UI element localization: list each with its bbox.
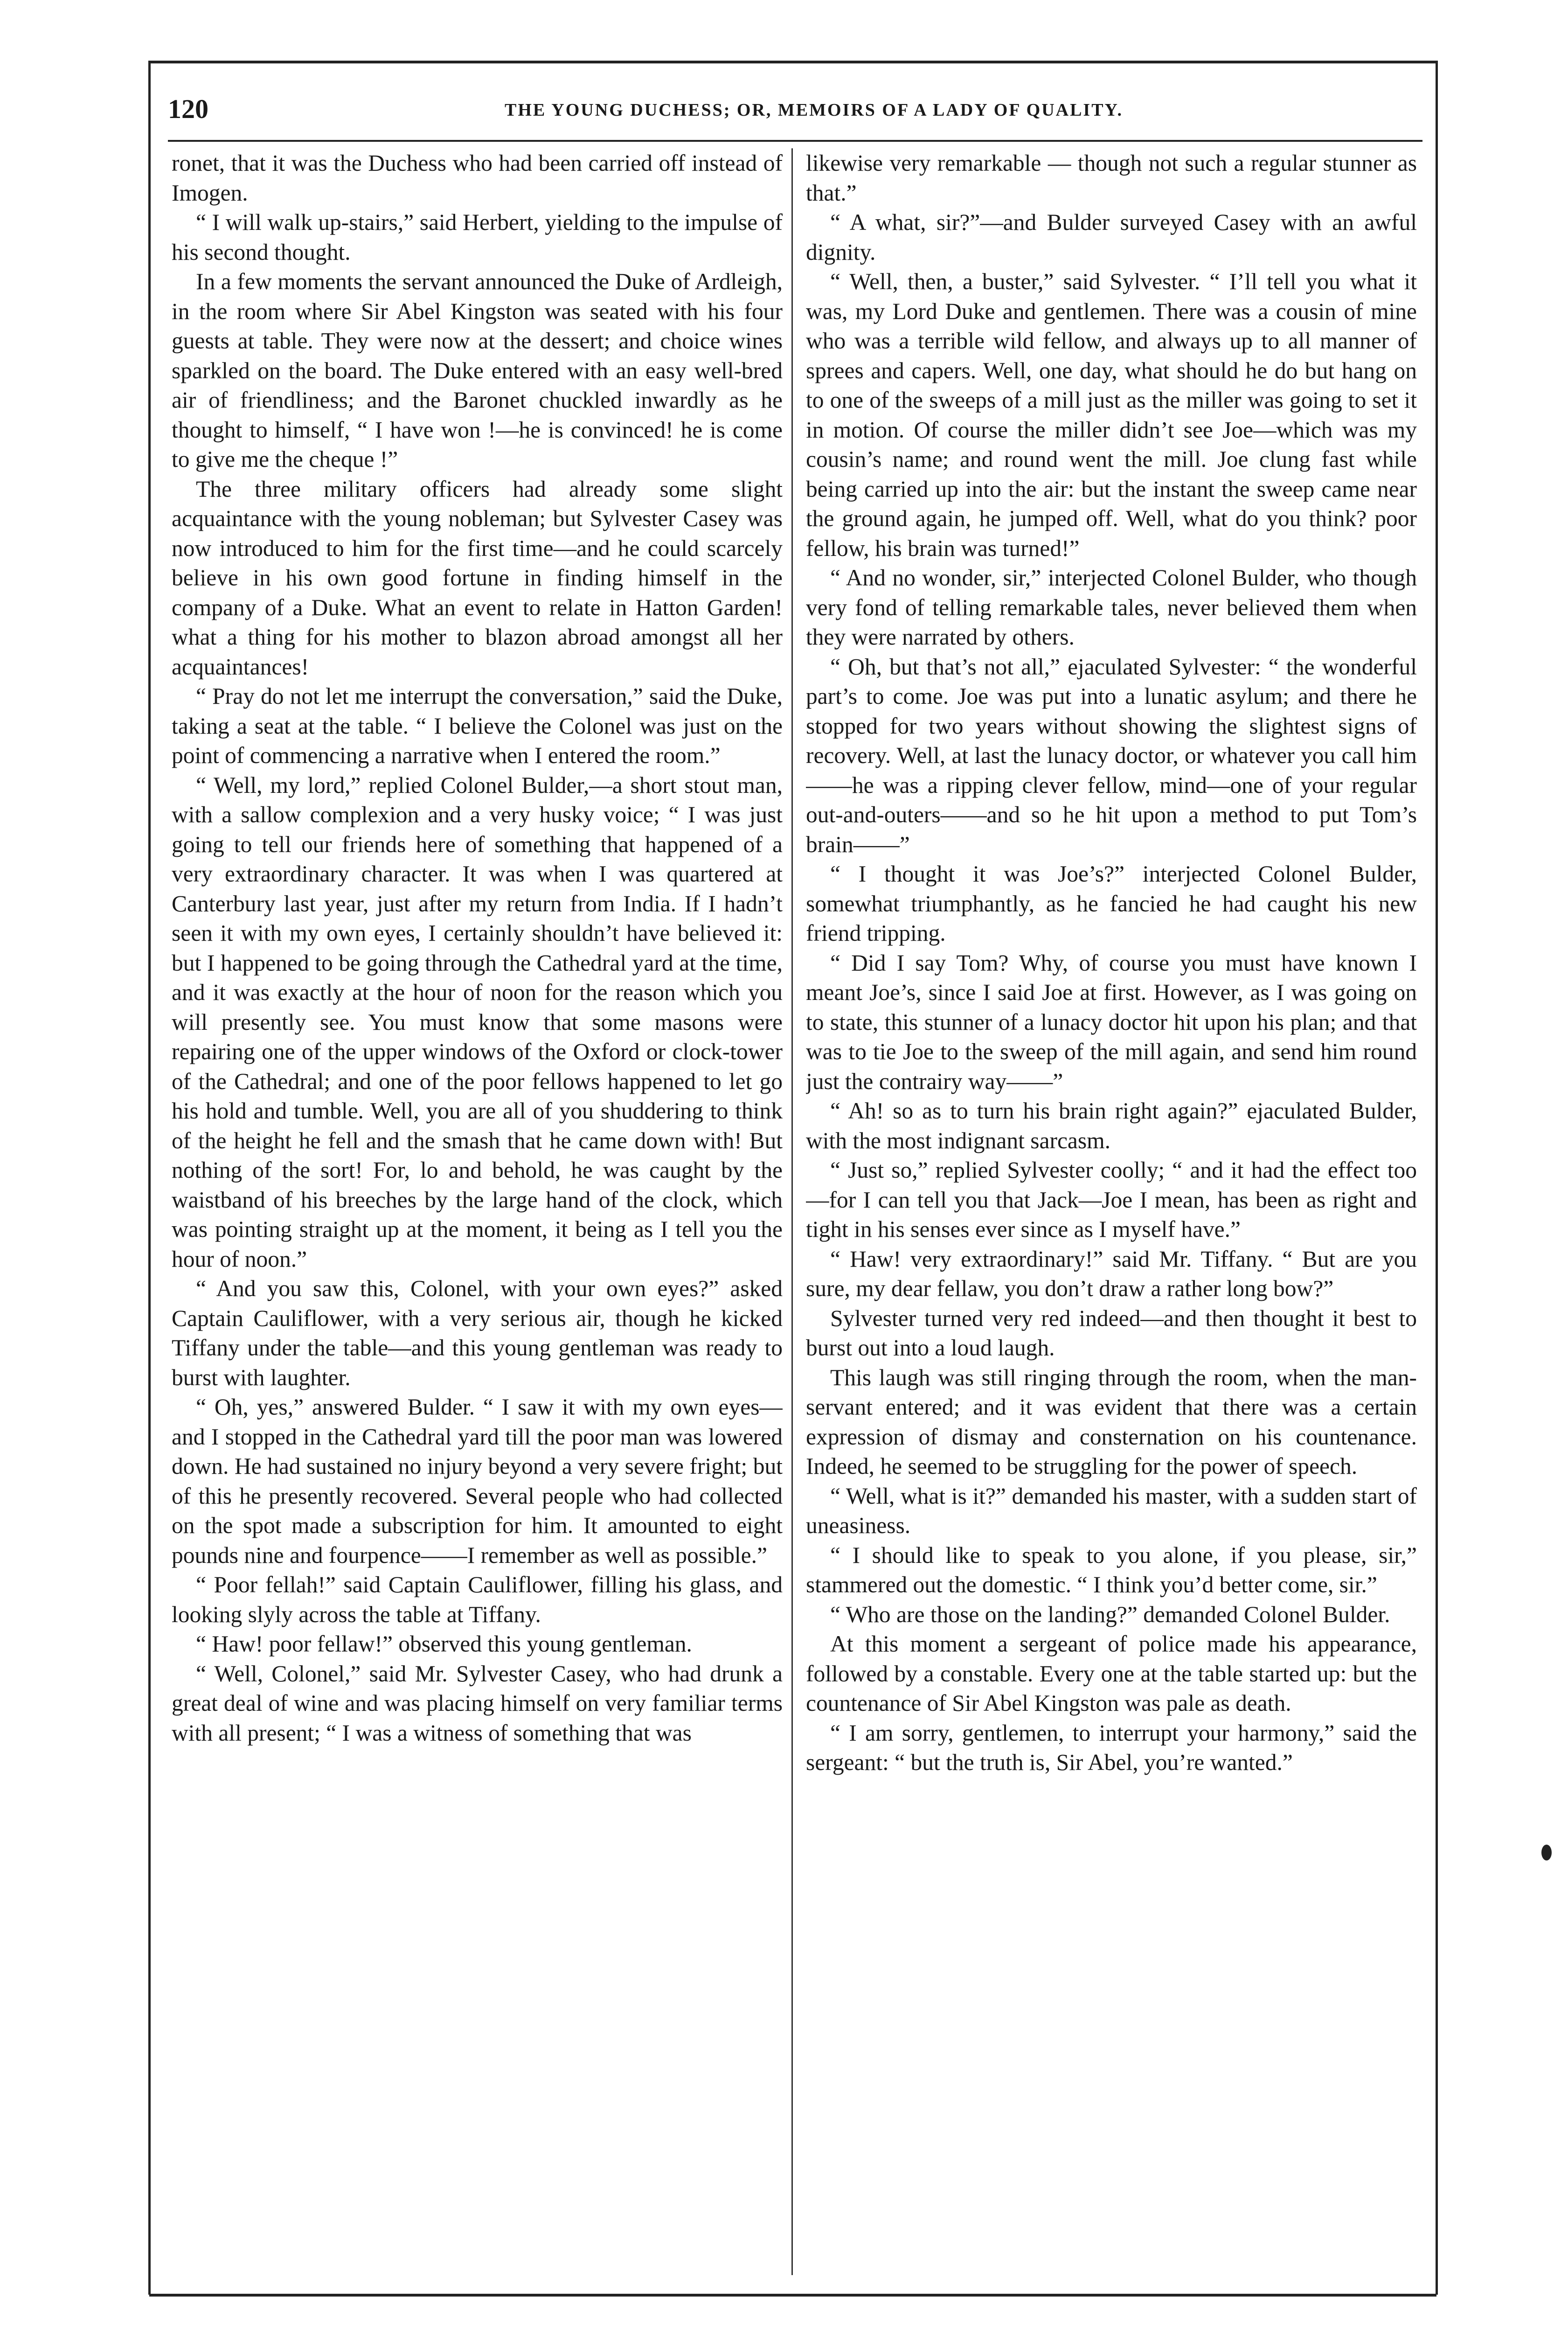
paragraph: Sylvester turned very red indeed—and then thought it best to burst out into a loud laugh.	[806, 1305, 1417, 1360]
paragraph: “ Well, then, a buster,” said Sylvester. “ I’ll tell you what it was, my Lord Duke and gentlemen. There was a cousin of mine who was a terrible wild fellow, and always up to all manner of sprees and capers. Well, one day, what should he do but hang on to one of the sweeps of a mill just as the miller was going to set it in motion. Of course the miller didn’t see Joe—which was my cousin’s name; and round went the mill. Joe clung fast while being carried up into the air: but the instant the sweep came near the ground again, he jumped off. Well, what do you think? poor fellow, his brain was turned!”	[806, 269, 1417, 561]
paragraph: “ Oh, but that’s not all,” ejaculated Sylvester: “ the wonderful part’s to come. Joe was put into a lunatic asylum; and there he stopped for two years without showing the slightest signs of recovery. Well, at last the lunacy doctor, or whatever you call him——he was a ripping clever fellow, mind—one of your regular out-and-outers——and so he hit upon a method to put Tom’s brain——”	[806, 653, 1417, 857]
page-border-left	[148, 61, 151, 2295]
running-title: THE YOUNG DUCHESS; OR, MEMOIRS OF A LADY OF QUALITY.	[504, 100, 1124, 120]
paragraph: ronet, that it was the Duchess who had been carried off instead of Imogen.	[172, 150, 783, 206]
right-column	[806, 148, 1417, 2275]
paragraph: At this moment a sergeant of police made his appearance, followed by a constable. Every one at the table started up: but the countenance of Sir Abel Kingston was pale as death.	[806, 1631, 1417, 1716]
paragraph: “ I thought it was Joe’s?” interjected Colonel Bulder, somewhat triumphantly, as he fancied he had caught his new friend tripping.	[806, 861, 1417, 946]
paragraph: This laugh was still ringing through the room, when the man-servant entered; and it was evident that there was a certain expression of dismay and consternation on his countenance. Indeed, he seemed to be struggling for the power of speech.	[806, 1364, 1417, 1479]
paragraph: “ Oh, yes,” answered Bulder. “ I saw it with my own eyes—and I stopped in the Cathedral yard till the poor man was lowered down. He had sustained no injury beyond a very severe fright; but of this he presently recovered. Several people who had collected on the spot made a subscription for him. It amounted to eight pounds nine and fourpence——I remember as well as possible.”	[172, 1394, 783, 1568]
ink-spot	[1541, 1845, 1552, 1860]
paragraph: “ Well, what is it?” demanded his master, with a sudden start of uneasiness.	[806, 1483, 1417, 1538]
paragraph: likewise very remarkable — though not such a regular stunner as that.”	[806, 150, 1417, 206]
page-number: 120	[168, 94, 208, 124]
paragraph: “ I will walk up-stairs,” said Herbert, yielding to the impulse of his second thought.	[172, 209, 783, 265]
paragraph: “ Haw! poor fellaw!” observed this young gentleman.	[196, 1631, 692, 1657]
paragraph: “ Haw! very extraordinary!” said Mr. Tiffany. “ But are you sure, my dear fellaw, you don’t draw a rather long bow?”	[806, 1246, 1417, 1301]
paragraph: “ Did I say Tom? Why, of course you must have known I meant Joe’s, since I said Joe at first. However, as I was going on to state, this stunner of a lunacy doctor hit upon his plan; and that was to tie Joe to the sweep of the mill again, and send him round just the contrairy way——”	[806, 950, 1417, 1094]
paragraph: “ Pray do not let me interrupt the conversation,” said the Duke, taking a seat at the table. “ I believe the Colonel was just on the point of commencing a narrative when I entered the room.”	[172, 683, 783, 768]
paragraph: “ Well, Colonel,” said Mr. Sylvester Casey, who had drunk a great deal of wine and was placing himself on very familiar terms with all present; “ I was a witness of something that was	[172, 1660, 783, 1746]
paragraph: “ Who are those on the landing?” demanded Colonel Bulder.	[830, 1601, 1390, 1627]
paragraph: “ I am sorry, gentlemen, to interrupt your harmony,” said the sergeant: “ but the truth is, Sir Abel, you’re wanted.”	[806, 1720, 1417, 1775]
paragraph: “ Poor fellah!” said Captain Cauliflower, filling his glass, and looking slyly across the table at Tiffany.	[172, 1572, 783, 1627]
paragraph: In a few moments the servant announced the Duke of Ardleigh, in the room where Sir Abel Kingston was seated with his four guests at table. They were now at the dessert; and choice wines sparkled on the board. The Duke entered with an easy well-bred air of friendliness; and the Baronet chuckled inwardly as he thought to himself, “ I have won !—he is convinced! he is come to give me the cheque !”	[172, 269, 783, 472]
page-border-bottom	[149, 2294, 1436, 2297]
paragraph: “ Well, my lord,” replied Colonel Bulder,—a short stout man, with a sallow complexion and a very husky voice; “ I was just going to tell our friends here of something that happened of a very extraordinary character. It was when I was quartered at Canterbury last year, just after my return from India. If I hadn’t seen it with my own eyes, I certainly shouldn’t have believed it: but I happened to be going through the Cathedral yard at the time, and it was exactly at the hour of noon for the reason which you will presently see. You must know that some masons were repairing one of the upper windows of the Oxford or clock-tower of the Cathedral; and one of the poor fellows happened to let go his hold and tumble. Well, you are all of you shuddering to think of the height he fell and the smash that he came down with! But nothing of the sort! For, lo and behold, he was caught by the waistband of his breeches by the large hand of the clock, which was pointing straight up at the moment, it being as I tell you the hour of noon.”	[172, 772, 783, 1272]
paragraph: “ Ah! so as to turn his brain right again?” ejaculated Bulder, with the most indignant sarcasm.	[806, 1098, 1417, 1153]
page-header	[168, 93, 1422, 135]
paragraph: The three military officers had already some slight acquaintance with the young nobleman; but Sylvester Casey was now introduced to him for the first time—and he could scarcely believe in his own good fortune in finding himself in the company of a Duke. What an event to relate in Hatton Garden! what a thing for his mother to blazon abroad amongst all her acquaintances!	[172, 476, 783, 680]
paragraph: “ And you saw this, Colonel, with your own eyes?” asked Captain Cauliflower, with a very serious air, though he kicked Tiffany under the table—and this young gentleman was ready to burst with laughter.	[172, 1276, 783, 1390]
header-rule	[168, 140, 1422, 142]
paragraph: “ I should like to speak to you alone, if you please, sir,” stammered out the domestic. “ I think you’d better come, sir.”	[806, 1542, 1417, 1597]
page-border-top	[149, 61, 1436, 63]
column-divider	[791, 148, 793, 2275]
page-border-right	[1436, 61, 1438, 2295]
paragraph: “ Just so,” replied Sylvester coolly; “ and it had the effect too—for I can tell you that Jack—Joe I mean, has been as right and tight in his senses ever since as I myself have.”	[806, 1157, 1417, 1242]
paragraph: “ A what, sir?”—and Bulder surveyed Casey with an awful dignity.	[806, 209, 1417, 265]
left-column	[172, 148, 783, 2275]
paragraph: “ And no wonder, sir,” interjected Colonel Bulder, who though very fond of telling remarkable tales, never believed them when they were narrated by others.	[806, 565, 1417, 650]
